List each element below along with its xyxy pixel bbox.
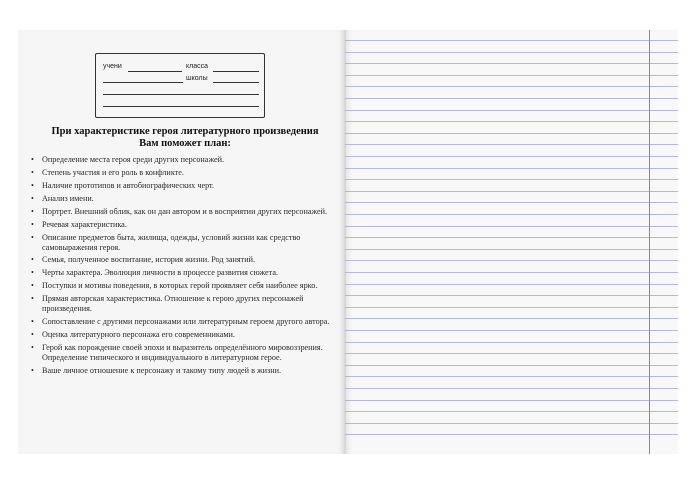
bullet-icon: •: [31, 294, 34, 304]
ruled-line: [345, 133, 678, 134]
bullet-icon: •: [31, 167, 34, 177]
ruled-line: [345, 191, 678, 192]
ruled-line: [345, 284, 678, 285]
bullet-icon: •: [31, 219, 34, 229]
margin-line: [649, 30, 650, 454]
ruled-line: [345, 156, 678, 157]
ruled-line: [345, 179, 678, 180]
list-item: • Описание предметов быта, жилища, одежды, условий жизни как средство самовыражения героя.: [31, 232, 301, 252]
ruled-line: [345, 272, 678, 273]
ruled-line: [345, 121, 678, 122]
list-item: • Семья, полученное воспитание, история жизни. Род занятий.: [31, 255, 256, 265]
ruled-line: [345, 342, 678, 343]
school-line: [213, 82, 259, 83]
list-item: • Степень участия и его роль в конфликте.: [31, 167, 184, 177]
bullet-icon: •: [31, 365, 34, 375]
plan-heading: [40, 126, 330, 150]
ruled-line: [345, 202, 678, 203]
ruled-line: [345, 330, 678, 331]
student-name-line: [128, 71, 182, 72]
ruled-line: [345, 98, 678, 99]
ruled-line: [345, 144, 678, 145]
list-item: • Портрет. Внешний облик, как он дан автором и в восприятии других персонажей.: [31, 206, 328, 216]
ruled-line: [345, 411, 678, 412]
bullet-icon: •: [31, 330, 34, 339]
list-item: • Герой как порождение своей эпохи и выразитель определённого мировоззрения. Определение типического и индивидуального в литературном герое.: [31, 342, 323, 362]
ruled-line: [345, 63, 678, 64]
list-item: • Ваше личное отношение к персонажу и такому типу людей в жизни.: [31, 365, 282, 375]
ruled-line: [345, 423, 678, 424]
ruled-line: [345, 226, 678, 227]
list-item: • Определение места героя среди других персонажей.: [31, 155, 225, 164]
ruled-line: [345, 237, 678, 238]
ruled-line: [345, 168, 678, 169]
bullet-icon: •: [31, 281, 34, 291]
list-item: • Наличие прототипов и автобиографических черт.: [31, 180, 215, 190]
list-item: • Анализ имени.: [31, 193, 94, 203]
name-line-2: [103, 82, 183, 83]
ruled-line: [345, 52, 678, 53]
list-item: • Речевая характеристика.: [31, 219, 127, 229]
ruled-line: [345, 295, 678, 296]
name-line-3: [103, 94, 259, 95]
plan-list: [30, 155, 330, 379]
ruled-line: [345, 376, 678, 377]
bullet-icon: •: [31, 317, 34, 327]
name-label-box: [95, 53, 265, 118]
bullet-icon: •: [31, 180, 34, 190]
bullet-icon: •: [31, 342, 34, 352]
bullet-icon: •: [31, 206, 34, 216]
notebook-spine: [344, 30, 346, 454]
ruled-line: [345, 365, 678, 366]
heading-line-2: Вам поможет план:: [139, 138, 231, 149]
ruled-line: [345, 214, 678, 215]
list-item: • Сопоставление с другими персонажами или литературным героем другого автора.: [31, 317, 330, 327]
ruled-line: [345, 260, 678, 261]
ruled-line: [345, 318, 678, 319]
student-label: учени: [103, 63, 122, 70]
class-line: [213, 71, 259, 72]
ruled-line: [345, 249, 678, 250]
ruled-line: [345, 110, 678, 111]
ruled-line: [345, 400, 678, 401]
bullet-icon: •: [31, 255, 34, 265]
school-label: школы: [186, 75, 208, 82]
bullet-icon: •: [31, 193, 34, 203]
ruled-line: [345, 388, 678, 389]
list-item: • Черты характера. Эволюция личности в процессе развития сюжета.: [31, 268, 279, 278]
ruled-line: [345, 434, 678, 435]
class-label: класса: [186, 63, 209, 70]
right-page: [345, 30, 678, 454]
ruled-line: [345, 75, 678, 76]
name-line-4: [103, 106, 259, 107]
ruled-line: [345, 86, 678, 87]
list-item: • Прямая авторская характеристика. Отношение к герою других персонажей произведения.: [31, 294, 304, 314]
bullet-icon: •: [31, 232, 34, 242]
ruled-line: [345, 307, 678, 308]
ruled-line: [345, 353, 678, 354]
heading-line-1: При характеристике героя литературного произведения: [51, 126, 319, 137]
bullet-icon: •: [31, 268, 34, 278]
ruled-line: [345, 40, 678, 41]
list-item: • Поступки и мотивы поведения, в которых герой проявляет себя наиболее ярко.: [31, 281, 318, 291]
list-item: • Оценка литературного персонажа его современниками.: [31, 330, 235, 339]
bullet-icon: •: [31, 155, 34, 164]
